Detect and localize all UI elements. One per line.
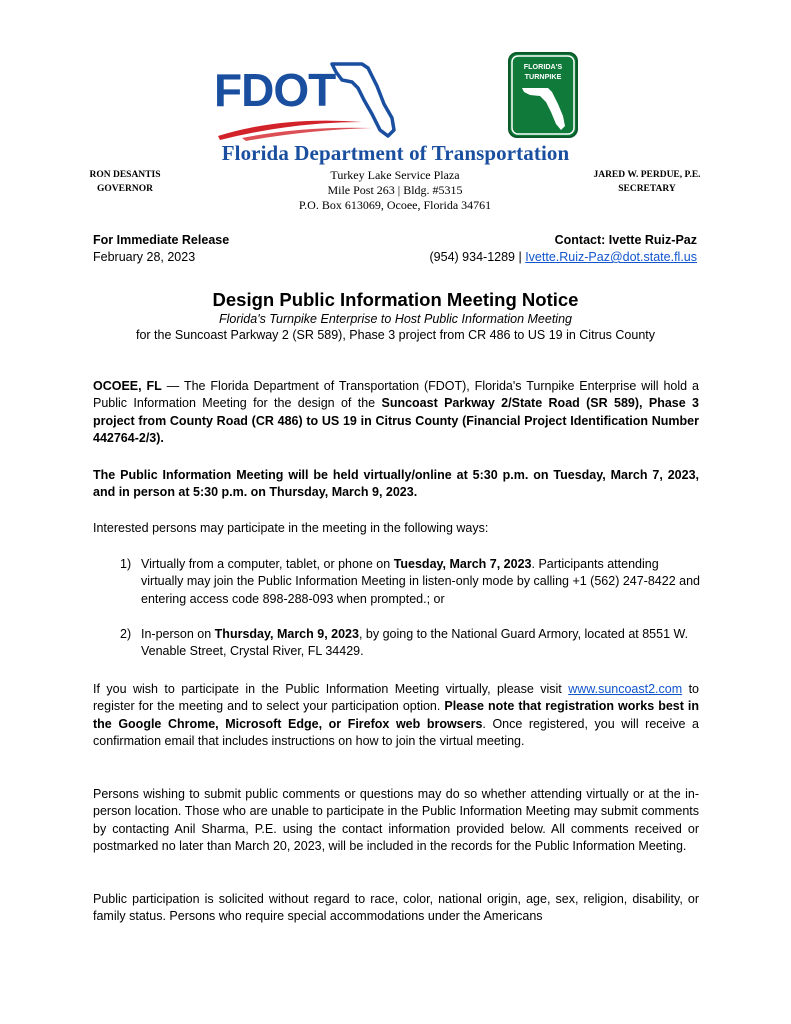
list-number: 2) [120, 627, 132, 641]
secretary-title: SECRETARY [618, 184, 676, 194]
paragraph-5 [93, 786, 699, 856]
release-date: February 28, 2023 [93, 250, 196, 264]
governor-name: RON DESANTIS [89, 170, 161, 180]
list-item [120, 556, 700, 608]
contact-info [430, 232, 697, 266]
paragraph-2 [93, 467, 699, 502]
p4-text-2: to register for the meeting and to select your participation option. [93, 682, 699, 714]
list-item [120, 626, 700, 661]
notice-title-block [0, 289, 791, 343]
meeting-times: The Public Information Meeting will be held virtually/online at 5:30 p.m. on Tuesday, March 7, 2023, and in person at 5:30 p.m. on Thursday, March 9, 2023. [93, 468, 699, 500]
dateline: OCOEE, FL [93, 379, 162, 393]
p4-text: If you wish to participate in the Public Information Meeting virtually, please visit [93, 682, 569, 696]
notice-title: Design Public Information Meeting Notice [212, 289, 579, 310]
paragraph-3 [93, 520, 699, 537]
governor-block [88, 168, 162, 196]
paragraph-6 [93, 891, 699, 926]
item1-text-2: . Participants attending virtually may join the Public Information Meeting in listen-only mode by calling +1 (562) 247-8422 and entering access code 898-288-093 when prompted.; or [141, 557, 700, 606]
release-info [93, 232, 229, 266]
contact-email-link[interactable]: Ivette.Ruiz-Paz@dot.state.fl.us [525, 250, 697, 264]
paragraph-1 [93, 378, 699, 448]
department-title: Florida Department of Transportation [221, 141, 570, 165]
svg-text:TURNPIKE: TURNPIKE [524, 72, 562, 81]
contact-line [430, 249, 697, 266]
turnpike-logo [508, 52, 578, 138]
address-line-1: Turkey Lake Service Plaza [330, 168, 460, 182]
notice-subtitle: Florida's Turnpike Enterprise to Host Public Information Meeting [218, 312, 572, 326]
participation-paragraph: Public participation is solicited without regard to race, color, national origin, age, sex, religion, disability, or family status. Persons who require special accommodations under the Americans [93, 892, 699, 924]
contact-label: Contact: Ivette Ruiz-Paz [554, 233, 697, 247]
comments-paragraph: Persons wishing to submit public comments or questions may do so whether attending virtually or at the in-person location. Those who are unable to participate in the Public Information Meeting may submit comments by contacting Anil Sharma, P.E. using the contact information provided below. All comments received or postmarked no later than March 20, 2023, will be included in the records for the Public Information Meeting. [93, 787, 699, 854]
participation-intro: Interested persons may participate in the meeting in the following ways: [93, 521, 489, 535]
address-block [250, 168, 540, 213]
item1-text: Virtually from a computer, tablet, or phone on [141, 557, 394, 571]
item2-text: In-person on [141, 627, 215, 641]
fdot-logo-text: FDOT [214, 64, 336, 116]
fdot-logo [212, 56, 398, 142]
contact-phone: (954) 934-1289 | [429, 250, 526, 264]
secretary-name: JARED W. PERDUE, P.E. [593, 170, 701, 180]
governor-title: GOVERNOR [97, 184, 153, 194]
browser-note: Please note that registration works best in the Google Chrome, Microsoft Edge, or Firefox web browsers [93, 699, 700, 731]
p4-text-3: . Once registered, you will receive a confirmation email that includes instructions on how to join the virtual meeting. [93, 716, 699, 749]
list-number: 1) [120, 557, 132, 571]
address-line-3: P.O. Box 613069, Ocoee, Florida 34761 [298, 198, 492, 212]
item2-text-2: , by going to the National Guard Armory, located at 8551 W. Venable Street, Crystal River, FL 34429. [141, 627, 689, 659]
release-label: For Immediate Release [93, 233, 230, 247]
item1-date: Tuesday, March 7, 2023 [393, 557, 532, 571]
secretary-block [587, 168, 707, 196]
suncoast2-link[interactable]: www.suncoast2.com [568, 682, 683, 696]
notice-subtitle-2: for the Suncoast Parkway 2 (SR 589), Phase 3 project from CR 486 to US 19 in Citrus County [136, 328, 655, 342]
p1-text: — The Florida Department of Transportation (FDOT), Florida's Turnpike Enterprise will hold a Public Information Meeting for the design of the [93, 379, 699, 411]
item2-date: Thursday, March 9, 2023 [214, 627, 359, 641]
svg-text:FLORIDA'S: FLORIDA'S [523, 62, 563, 71]
paragraph-4 [93, 681, 699, 751]
p1-project: Suncoast Parkway 2/State Road (SR 589), Phase 3 project from County Road (CR 486) to US 19 in Citrus County (Financial Project Identification Number 442764-2/3). [93, 396, 699, 446]
address-line-2: Mile Post 263 | Bldg. #5315 [327, 183, 463, 197]
